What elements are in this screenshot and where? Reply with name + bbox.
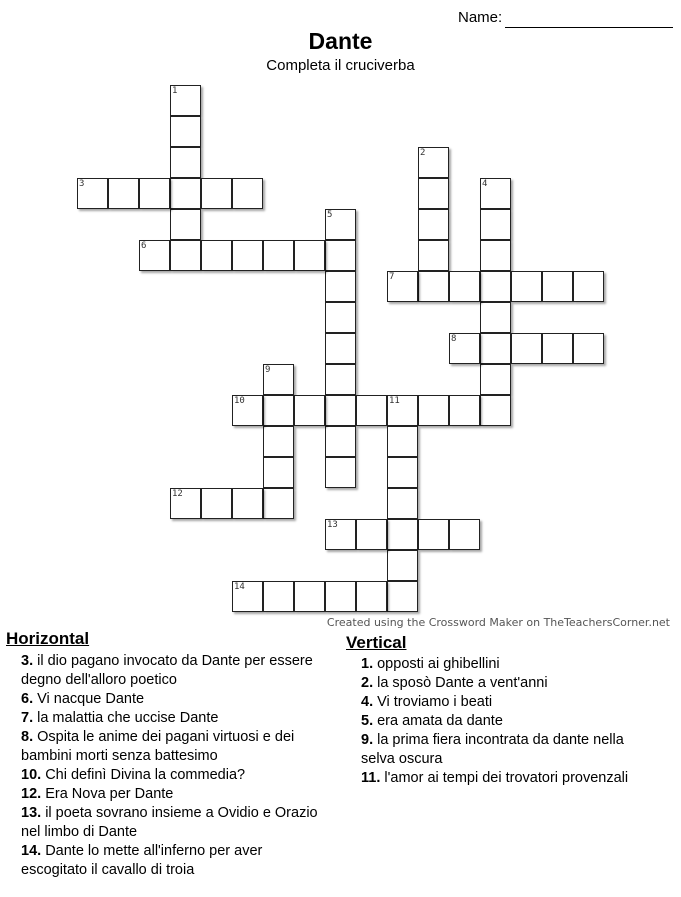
clue-text: la sposò Dante a vent'anni: [373, 675, 548, 691]
grid-cell[interactable]: [263, 364, 294, 395]
grid-cell[interactable]: [511, 333, 542, 364]
horizontal-clue: [21, 785, 331, 804]
grid-cell[interactable]: [356, 519, 387, 550]
grid-cell[interactable]: [170, 116, 201, 147]
cell-number: 5: [327, 210, 333, 220]
clue-number: 11.: [361, 770, 381, 786]
clue-number: 9.: [361, 732, 374, 748]
horizontal-clue: [21, 690, 331, 709]
cell-number: 6: [141, 241, 147, 251]
grid-cell[interactable]: [325, 395, 356, 426]
grid-cell[interactable]: [232, 178, 263, 209]
grid-cell[interactable]: [201, 240, 232, 271]
grid-cell[interactable]: [263, 426, 294, 457]
name-label: Name:: [458, 9, 503, 26]
grid-cell[interactable]: [480, 333, 511, 364]
grid-cell[interactable]: [511, 271, 542, 302]
grid-cell[interactable]: [387, 395, 418, 426]
grid-cell[interactable]: [418, 395, 449, 426]
vertical-clue: [361, 655, 661, 674]
grid-cell[interactable]: [263, 581, 294, 612]
clue-number: 1.: [361, 656, 374, 672]
grid-cell[interactable]: [263, 488, 294, 519]
clue-text: Vi nacque Dante: [33, 691, 145, 707]
grid-cell[interactable]: [325, 271, 356, 302]
grid-cell[interactable]: [325, 519, 356, 550]
grid-cell[interactable]: [232, 395, 263, 426]
clue-number: 5.: [361, 713, 374, 729]
clue-number: 13.: [21, 805, 42, 821]
grid-cell[interactable]: [325, 426, 356, 457]
cell-number: 3: [79, 179, 85, 189]
clue-text: era amata da dante: [373, 713, 503, 729]
clue-text: l'amor ai tempi dei trovatori provenzali: [380, 770, 629, 786]
clue-number: 8.: [21, 729, 34, 745]
grid-cell[interactable]: [108, 178, 139, 209]
horizontal-clue-list: [21, 652, 331, 880]
grid-cell[interactable]: [325, 457, 356, 488]
grid-cell[interactable]: [418, 147, 449, 178]
grid-cell[interactable]: [170, 240, 201, 271]
grid-cell[interactable]: [542, 333, 573, 364]
grid-cell[interactable]: [449, 395, 480, 426]
grid-cell[interactable]: [263, 395, 294, 426]
cell-number: 13: [327, 520, 338, 530]
cell-number: 14: [234, 582, 245, 592]
grid-cell[interactable]: [387, 581, 418, 612]
grid-cell[interactable]: [418, 178, 449, 209]
clue-number: 6.: [21, 691, 34, 707]
grid-cell[interactable]: [449, 333, 480, 364]
grid-cell[interactable]: [232, 240, 263, 271]
grid-cell[interactable]: [418, 271, 449, 302]
clue-text: la malattia che uccise Dante: [33, 710, 219, 726]
grid-cell[interactable]: [294, 240, 325, 271]
page-title: Dante: [308, 28, 373, 54]
grid-cell[interactable]: [387, 271, 418, 302]
cell-number: 4: [482, 179, 488, 189]
horizontal-heading: Horizontal: [6, 629, 90, 648]
clue-text: il dio pagano invocato da Dante per essere degno dell'alloro poetico: [21, 653, 313, 688]
grid-cell[interactable]: [325, 240, 356, 271]
clue-number: 14.: [21, 843, 42, 859]
credit-text: Created using the Crossword Maker on TheTeachersCorner.net: [326, 616, 670, 629]
clue-text: Chi definì Divina la commedia?: [41, 767, 246, 783]
grid-cell[interactable]: [480, 395, 511, 426]
grid-cell[interactable]: [449, 519, 480, 550]
grid-cell[interactable]: [294, 581, 325, 612]
vertical-clue: [361, 693, 661, 712]
page-subtitle: Completa il cruciverba: [266, 57, 415, 74]
grid-cell[interactable]: [232, 581, 263, 612]
cell-number: 7: [389, 272, 395, 282]
clue-text: Ospita le anime dei pagani virtuosi e dei bambini morti senza battesimo: [21, 729, 295, 764]
grid-cell[interactable]: [263, 457, 294, 488]
grid-cell[interactable]: [449, 271, 480, 302]
grid-cell[interactable]: [387, 457, 418, 488]
grid-cell[interactable]: [356, 395, 387, 426]
horizontal-clue: [21, 728, 331, 766]
horizontal-clue: [21, 766, 331, 785]
grid-cell[interactable]: [480, 271, 511, 302]
grid-cell[interactable]: [418, 519, 449, 550]
grid-cell[interactable]: [325, 581, 356, 612]
cell-number: 10: [234, 396, 245, 406]
clue-number: 3.: [21, 653, 34, 669]
cell-number: 8: [451, 334, 457, 344]
vertical-clue: [361, 731, 661, 769]
vertical-heading: Vertical: [346, 633, 407, 652]
grid-cell[interactable]: [418, 209, 449, 240]
grid-cell[interactable]: [294, 395, 325, 426]
grid-cell[interactable]: [263, 240, 294, 271]
vertical-clue: [361, 769, 661, 788]
clue-text: Vi troviamo i beati: [373, 694, 493, 710]
grid-cell[interactable]: [170, 147, 201, 178]
grid-cell[interactable]: [387, 488, 418, 519]
cell-number: 11: [389, 396, 400, 406]
vertical-clue-list: [361, 655, 661, 788]
grid-cell[interactable]: [325, 333, 356, 364]
clue-text: Era Nova per Dante: [41, 786, 174, 802]
cell-number: 2: [420, 148, 426, 158]
clue-text: Dante lo mette all'inferno per aver escogitato il cavallo di troia: [21, 843, 263, 878]
grid-cell[interactable]: [418, 240, 449, 271]
grid-cell[interactable]: [139, 240, 170, 271]
grid-cell[interactable]: [325, 209, 356, 240]
grid-cell[interactable]: [356, 581, 387, 612]
horizontal-clue: [21, 842, 331, 880]
clue-number: 10.: [21, 767, 42, 783]
grid-cell[interactable]: [325, 364, 356, 395]
grid-cell[interactable]: [387, 426, 418, 457]
grid-cell[interactable]: [573, 271, 604, 302]
grid-cell[interactable]: [387, 550, 418, 581]
vertical-clue: [361, 712, 661, 731]
grid-cell[interactable]: [325, 302, 356, 333]
grid-cell[interactable]: [170, 488, 201, 519]
grid-cell[interactable]: [232, 488, 263, 519]
cell-number: 1: [172, 86, 178, 96]
grid-cell[interactable]: [480, 302, 511, 333]
grid-cell[interactable]: [480, 178, 511, 209]
grid-cell[interactable]: [480, 209, 511, 240]
clue-number: 4.: [361, 694, 374, 710]
grid-cell[interactable]: [170, 178, 201, 209]
grid-cell[interactable]: [573, 333, 604, 364]
grid-cell[interactable]: [170, 85, 201, 116]
clue-text: il poeta sovrano insieme a Ovidio e Orazio nel limbo di Dante: [21, 805, 318, 840]
horizontal-clue: [21, 709, 331, 728]
horizontal-clue: [21, 652, 331, 690]
grid-cell[interactable]: [201, 178, 232, 209]
clue-number: 2.: [361, 675, 374, 691]
grid-cell[interactable]: [139, 178, 170, 209]
clue-text: opposti ai ghibellini: [373, 656, 500, 672]
clue-number: 7.: [21, 710, 34, 726]
clue-number: 12.: [21, 786, 42, 802]
cell-number: 12: [172, 489, 183, 499]
grid-cell[interactable]: [542, 271, 573, 302]
grid-cell[interactable]: [77, 178, 108, 209]
grid-cell[interactable]: [480, 364, 511, 395]
grid-cell[interactable]: [387, 519, 418, 550]
horizontal-clue: [21, 804, 331, 842]
cell-number: 9: [265, 365, 271, 375]
vertical-clue: [361, 674, 661, 693]
grid-cell[interactable]: [170, 209, 201, 240]
clue-text: la prima fiera incontrata da dante nella selva oscura: [361, 732, 624, 767]
grid-cell[interactable]: [201, 488, 232, 519]
grid-cell[interactable]: [480, 240, 511, 271]
